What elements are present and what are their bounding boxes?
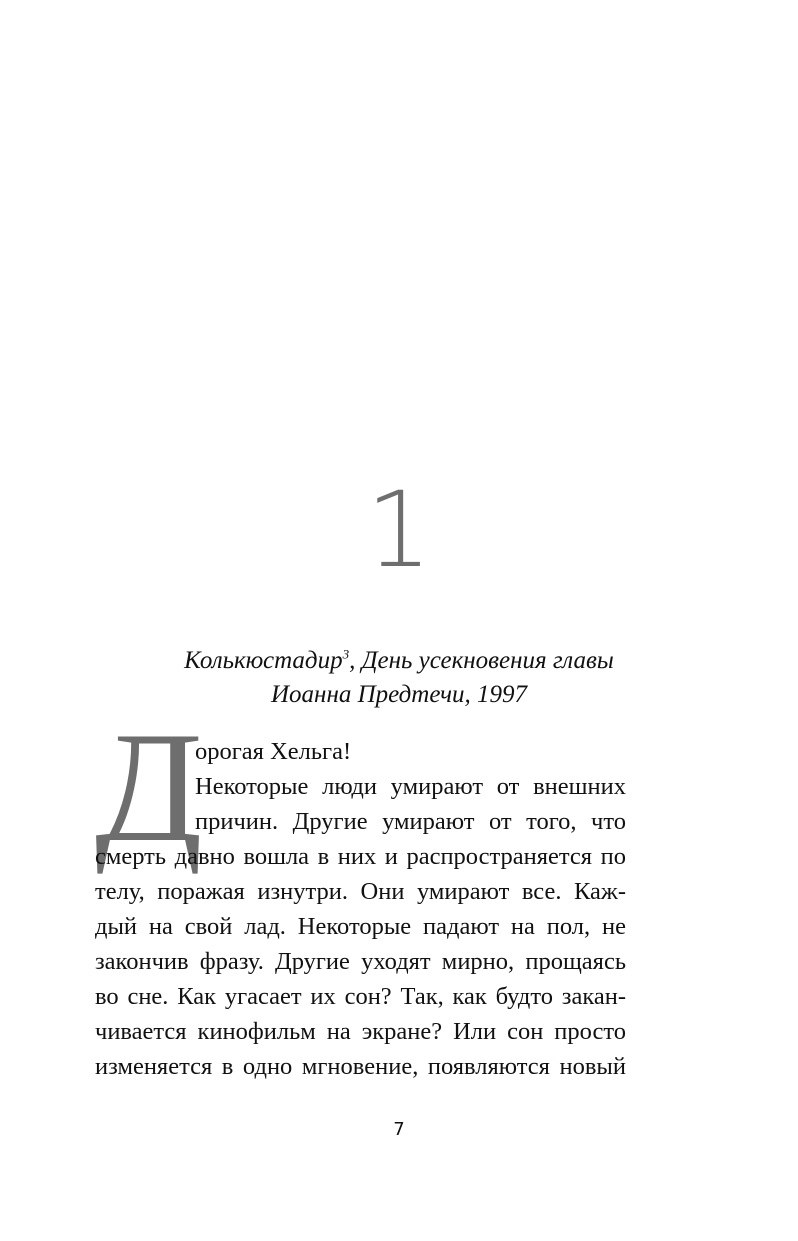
text-line: во сне. Как угасает их сон? Так, как будто закан- xyxy=(95,983,626,1010)
text-line: причин. Другие умирают от того, что xyxy=(195,808,626,835)
text-line: изменяется в одно мгновение, появляются новый xyxy=(95,1053,626,1080)
drop-cap: Д xyxy=(95,700,203,875)
text-line: телу, поражая изнутри. Они умирают все. Каж- xyxy=(95,878,626,905)
text-line: орогая Хельга! xyxy=(195,738,352,765)
text-line: дый на свой лад. Некоторые падают на пол, не xyxy=(95,913,626,940)
epigraph-date: , День усекновения главы xyxy=(349,647,614,674)
page-number: 7 xyxy=(393,1119,405,1140)
text-line: закончив фразу. Другие уходят мирно, прощаясь xyxy=(95,948,626,975)
epigraph-line-1 xyxy=(0,644,798,678)
text-line: смерть давно вошла в них и распространяется по xyxy=(95,843,626,870)
epigraph-place: Колькюстадир xyxy=(184,647,343,674)
chapter-number: 1 xyxy=(365,469,433,591)
body-text xyxy=(95,734,626,1084)
footnote-reference: 3 xyxy=(342,646,350,662)
epigraph-line-2: Иоанна Предтечи, 1997 xyxy=(270,681,528,708)
text-line: чивается кинофильм на экране? Или сон просто xyxy=(95,1018,626,1045)
text-line: Некоторые люди умирают от внешних xyxy=(195,773,626,800)
